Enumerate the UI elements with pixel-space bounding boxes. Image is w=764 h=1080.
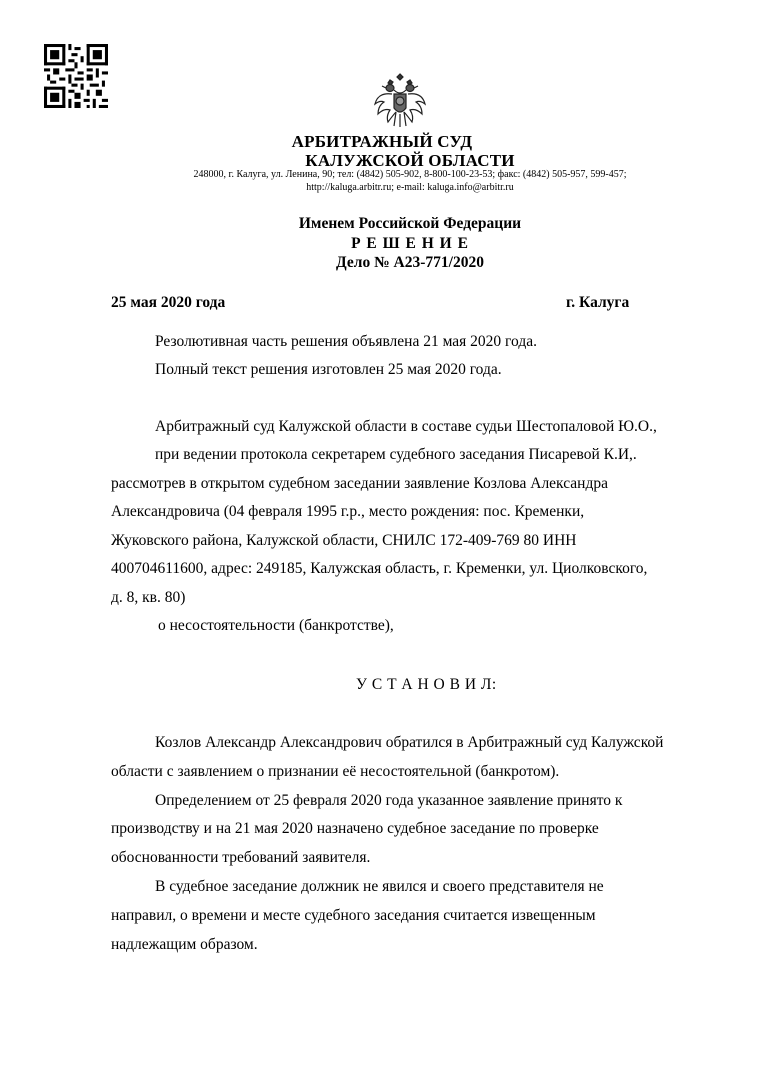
- paragraph-2-line-1: Козлов Александр Александрович обратился в Арбитражный суд Калужской: [155, 734, 664, 751]
- coat-of-arms-icon: [372, 70, 428, 130]
- paragraph-1-line-5: Жуковского района, Калужской области, СНИЛС 172-409-769 80 ИНН: [111, 532, 577, 549]
- court-name-line-2: КАЛУЖСКОЙ ОБЛАСТИ: [305, 151, 515, 170]
- court-address-line-1: 248000, г. Калуга, ул. Ленина, 90; тел: (4842) 505-902, 8-800-100-23-53; факс: (4842) 505-957, 599-457;: [193, 169, 627, 180]
- court-contacts-line-2: http://kaluga.arbitr.ru; e-mail: kaluga.info@arbitr.ru: [306, 182, 514, 193]
- resolution-announced: Резолютивная часть решения объявлена 21 мая 2020 года.: [155, 333, 537, 350]
- paragraph-3-line-2: производству и на 21 мая 2020 назначено судебное заседание по проверке: [111, 820, 599, 837]
- full-text-prepared: Полный текст решения изготовлен 25 мая 2020 года.: [155, 361, 502, 378]
- decision-date: 25 мая 2020 года: [111, 294, 226, 311]
- established-heading: У С Т А Н О В И Л:: [356, 676, 497, 693]
- paragraph-1-line-3: рассмотрев в открытом судебном заседании заявление Козлова Александра: [111, 475, 608, 492]
- paragraph-1-line-1: Арбитражный суд Калужской области в составе судьи Шестопаловой Ю.О.,: [155, 418, 657, 435]
- qr-code-icon: [44, 44, 108, 108]
- court-name-line-1: АРБИТРАЖНЫЙ СУД: [291, 132, 473, 151]
- case-number: Дело № А23-771/2020: [336, 254, 484, 271]
- paragraph-4-line-2: направил, о времени и месте судебного заседания считается извещенным: [111, 907, 596, 924]
- paragraph-3-line-3: обоснованности требований заявителя.: [111, 849, 371, 866]
- decision-heading: Р Е Ш Е Н И Е: [351, 235, 469, 252]
- paragraph-1-line-2: при ведении протокола секретарем судебного заседания Писаревой К.И,.: [155, 446, 637, 463]
- paragraph-1-line-6: 400704611600, адрес: 249185, Калужская область, г. Кременки, ул. Циолковского,: [111, 560, 648, 577]
- paragraph-3-line-1: Определением от 25 февраля 2020 года указанное заявление принято к: [155, 792, 623, 809]
- paragraph-4-line-3: надлежащим образом.: [111, 936, 258, 953]
- decision-city: г. Калуга: [566, 294, 630, 311]
- paragraph-1-line-8: о несостоятельности (банкротстве),: [158, 617, 394, 634]
- paragraph-2-line-2: области с заявлением о признании её несостоятельной (банкротом).: [111, 763, 560, 780]
- in-name-heading: Именем Российской Федерации: [298, 215, 522, 232]
- paragraph-1-line-4: Александровича (04 февраля 1995 г.р., место рождения: пос. Кременки,: [111, 503, 585, 520]
- paragraph-4-line-1: В судебное заседание должник не явился и своего представителя не: [155, 878, 604, 895]
- paragraph-1-line-7: д. 8, кв. 80): [111, 589, 186, 606]
